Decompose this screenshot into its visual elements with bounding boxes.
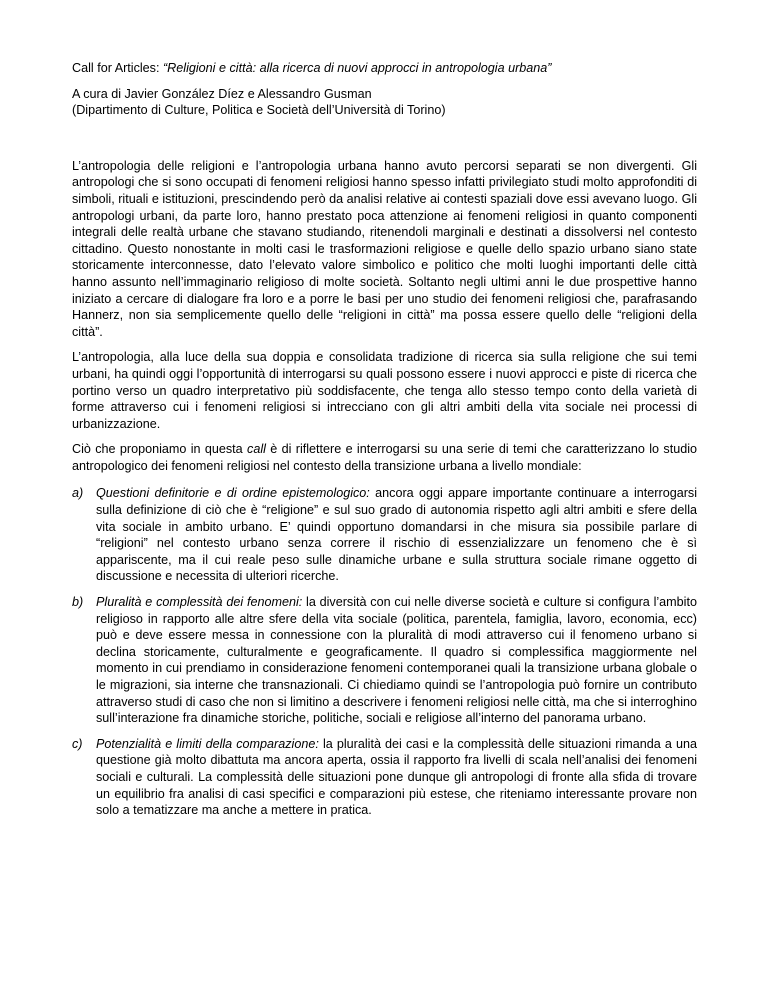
call-title-italic: “Religioni e città: alla ricerca di nuovi approcci in antropologia urbana” — [162, 61, 552, 75]
topic-text: la diversità con cui nelle diverse società e culture si configura l’ambito religioso in rapporto alle altre sfere della vita sociale (politica, parentela, famiglia, lavoro, economia, ecc) può e deve essere messa in connessione con la pluralità di modi attraverso cui il fenomeno urbano si declina storicamente, culturalmente e geograficamente. Il quadro si complessifica maggiormente nel momento in cui prendiamo in considerazione fenomeni contemporanei quali la transizione urbana globale o le migrazioni, sia interne che transnazionali. Ci chiediamo quindi se l’antropologia può fornire un contributo attraverso studi di caso che non si limitino a descrivere i fenomeni religiosi nelle città, ma che si interroghino sull’interazione fra dinamiche storiche, politiche, sociali e religiose all’interno del panorama urbano. — [96, 595, 697, 726]
topic-item-c — [72, 736, 697, 819]
topic-body — [96, 485, 697, 585]
topic-marker: a) — [72, 486, 84, 501]
intro3-italic: call — [247, 442, 266, 457]
topic-marker: c) — [72, 736, 83, 751]
curators-affiliation: (Dipartimento di Culture, Politica e Società dell’Università di Torino) — [72, 103, 446, 118]
intro3-before: Ciò che proponiamo in questa — [72, 442, 248, 457]
topic-body — [96, 594, 697, 727]
document-page — [72, 60, 697, 828]
topic-marker: b) — [72, 595, 84, 610]
topic-heading: Pluralità e complessità dei fenomeni: — [96, 595, 303, 610]
topic-body — [96, 736, 697, 819]
topic-item-a — [72, 485, 697, 585]
call-title-prefix: Call for Articles: — [72, 61, 163, 75]
curators-block — [72, 86, 697, 119]
topic-heading: Questioni definitorie e di ordine epistemologico: — [96, 486, 370, 501]
topic-list — [72, 485, 697, 818]
paragraph-intro-3 — [72, 441, 697, 474]
intro3-after: è di riflettere e interrogarsi su una serie di temi che caratterizzano lo studio antropologico dei fenomeni religiosi nel contesto della transizione urbana a livello mondiale: — [72, 442, 697, 473]
call-title — [72, 60, 697, 77]
topic-text: la pluralità dei casi e la complessità delle situazioni rimanda a una questione già molto dibattuta ma ancora aperta, ossia il rapporto fra livelli di scala nell’analisi dei fenomeni sociali e culturali. La complessità delle situazioni pone dunque gli antropologi di fronte alla sfida di trovare un equilibrio fra analisi di casi specifici e comparazioni più estese, che riteniamo interessante provare non solo a tematizzare ma anche a mettere in pratica. — [96, 736, 697, 818]
paragraph-intro-1: L’antropologia delle religioni e l’antropologia urbana hanno avuto percorsi separati se non divergenti. Gli antropologi che si sono occupati di fenomeni religiosi hanno spesso infatti privilegiato studi molto approfonditi di simboli, rituali e istituzioni, prescindendo però da analisi relative ai contesti spaziali dove essi avevano luogo. Gli antropologi urbani, da parte loro, hanno prestato poca attenzione ai fenomeni religiosi in quanto componenti integrali delle realtà urbane che stavano studiando, ritenendoli marginali e destinati a dissolversi nel contesto cittadino. Questo nonostante in molti casi le trasformazioni religiose e quelle dello spazio urbano siano state storicamente interconnesse, dato l’elevato valore simbolico e politico che molti luoghi importanti delle città hanno assunto nell’immaginario religioso di molte società. Soltanto negli ultimi anni le due prospettive hanno iniziato a cercare di dialogare fra loro e a porre le basi per uno studio dei fenomeni religiosi che, parafrasando Hannerz, non sia semplicemente quello delle “religioni in città” ma possa essere quello delle “religioni della città”. — [72, 158, 697, 339]
topic-item-b — [72, 594, 697, 727]
topic-text: ancora oggi appare importante continuare a interrogarsi sulla definizione di ciò che è “religione” e sul suo grado di autonomia rispetto agli altri ambiti e sfere della vita sociale in ambito urbano. E’ quindi opportuno domandarsi in che misura sia possibile parlare di “religioni” nel contesto urbano senza correre il rischio di essenzializzare un fenomeno che è sì appariscente, ma il cui reale peso sulle dinamiche urbane e sulla struttura sociale rimane oggetto di discussione e necessita di ulteriori ricerche. — [96, 486, 697, 584]
paragraph-intro-2: L’antropologia, alla luce della sua doppia e consolidata tradizione di ricerca sia sulla religione che sui temi urbani, ha quindi oggi l’opportunità di interrogarsi su quali possono essere i nuovi approcci e piste di ricerca che portino verso un quadro interpretativo più soddisfacente, che tenga allo stesso tempo conto della varietà di forme attraverso cui i fenomeni religiosi si intrecciano con gli altri ambiti della vita sociale nei processi di urbanizzazione. — [72, 350, 697, 431]
topic-heading: Potenzialità e limiti della comparazione: — [96, 736, 319, 751]
curators-names: A cura di Javier González Díez e Alessandro Gusman — [72, 86, 372, 101]
